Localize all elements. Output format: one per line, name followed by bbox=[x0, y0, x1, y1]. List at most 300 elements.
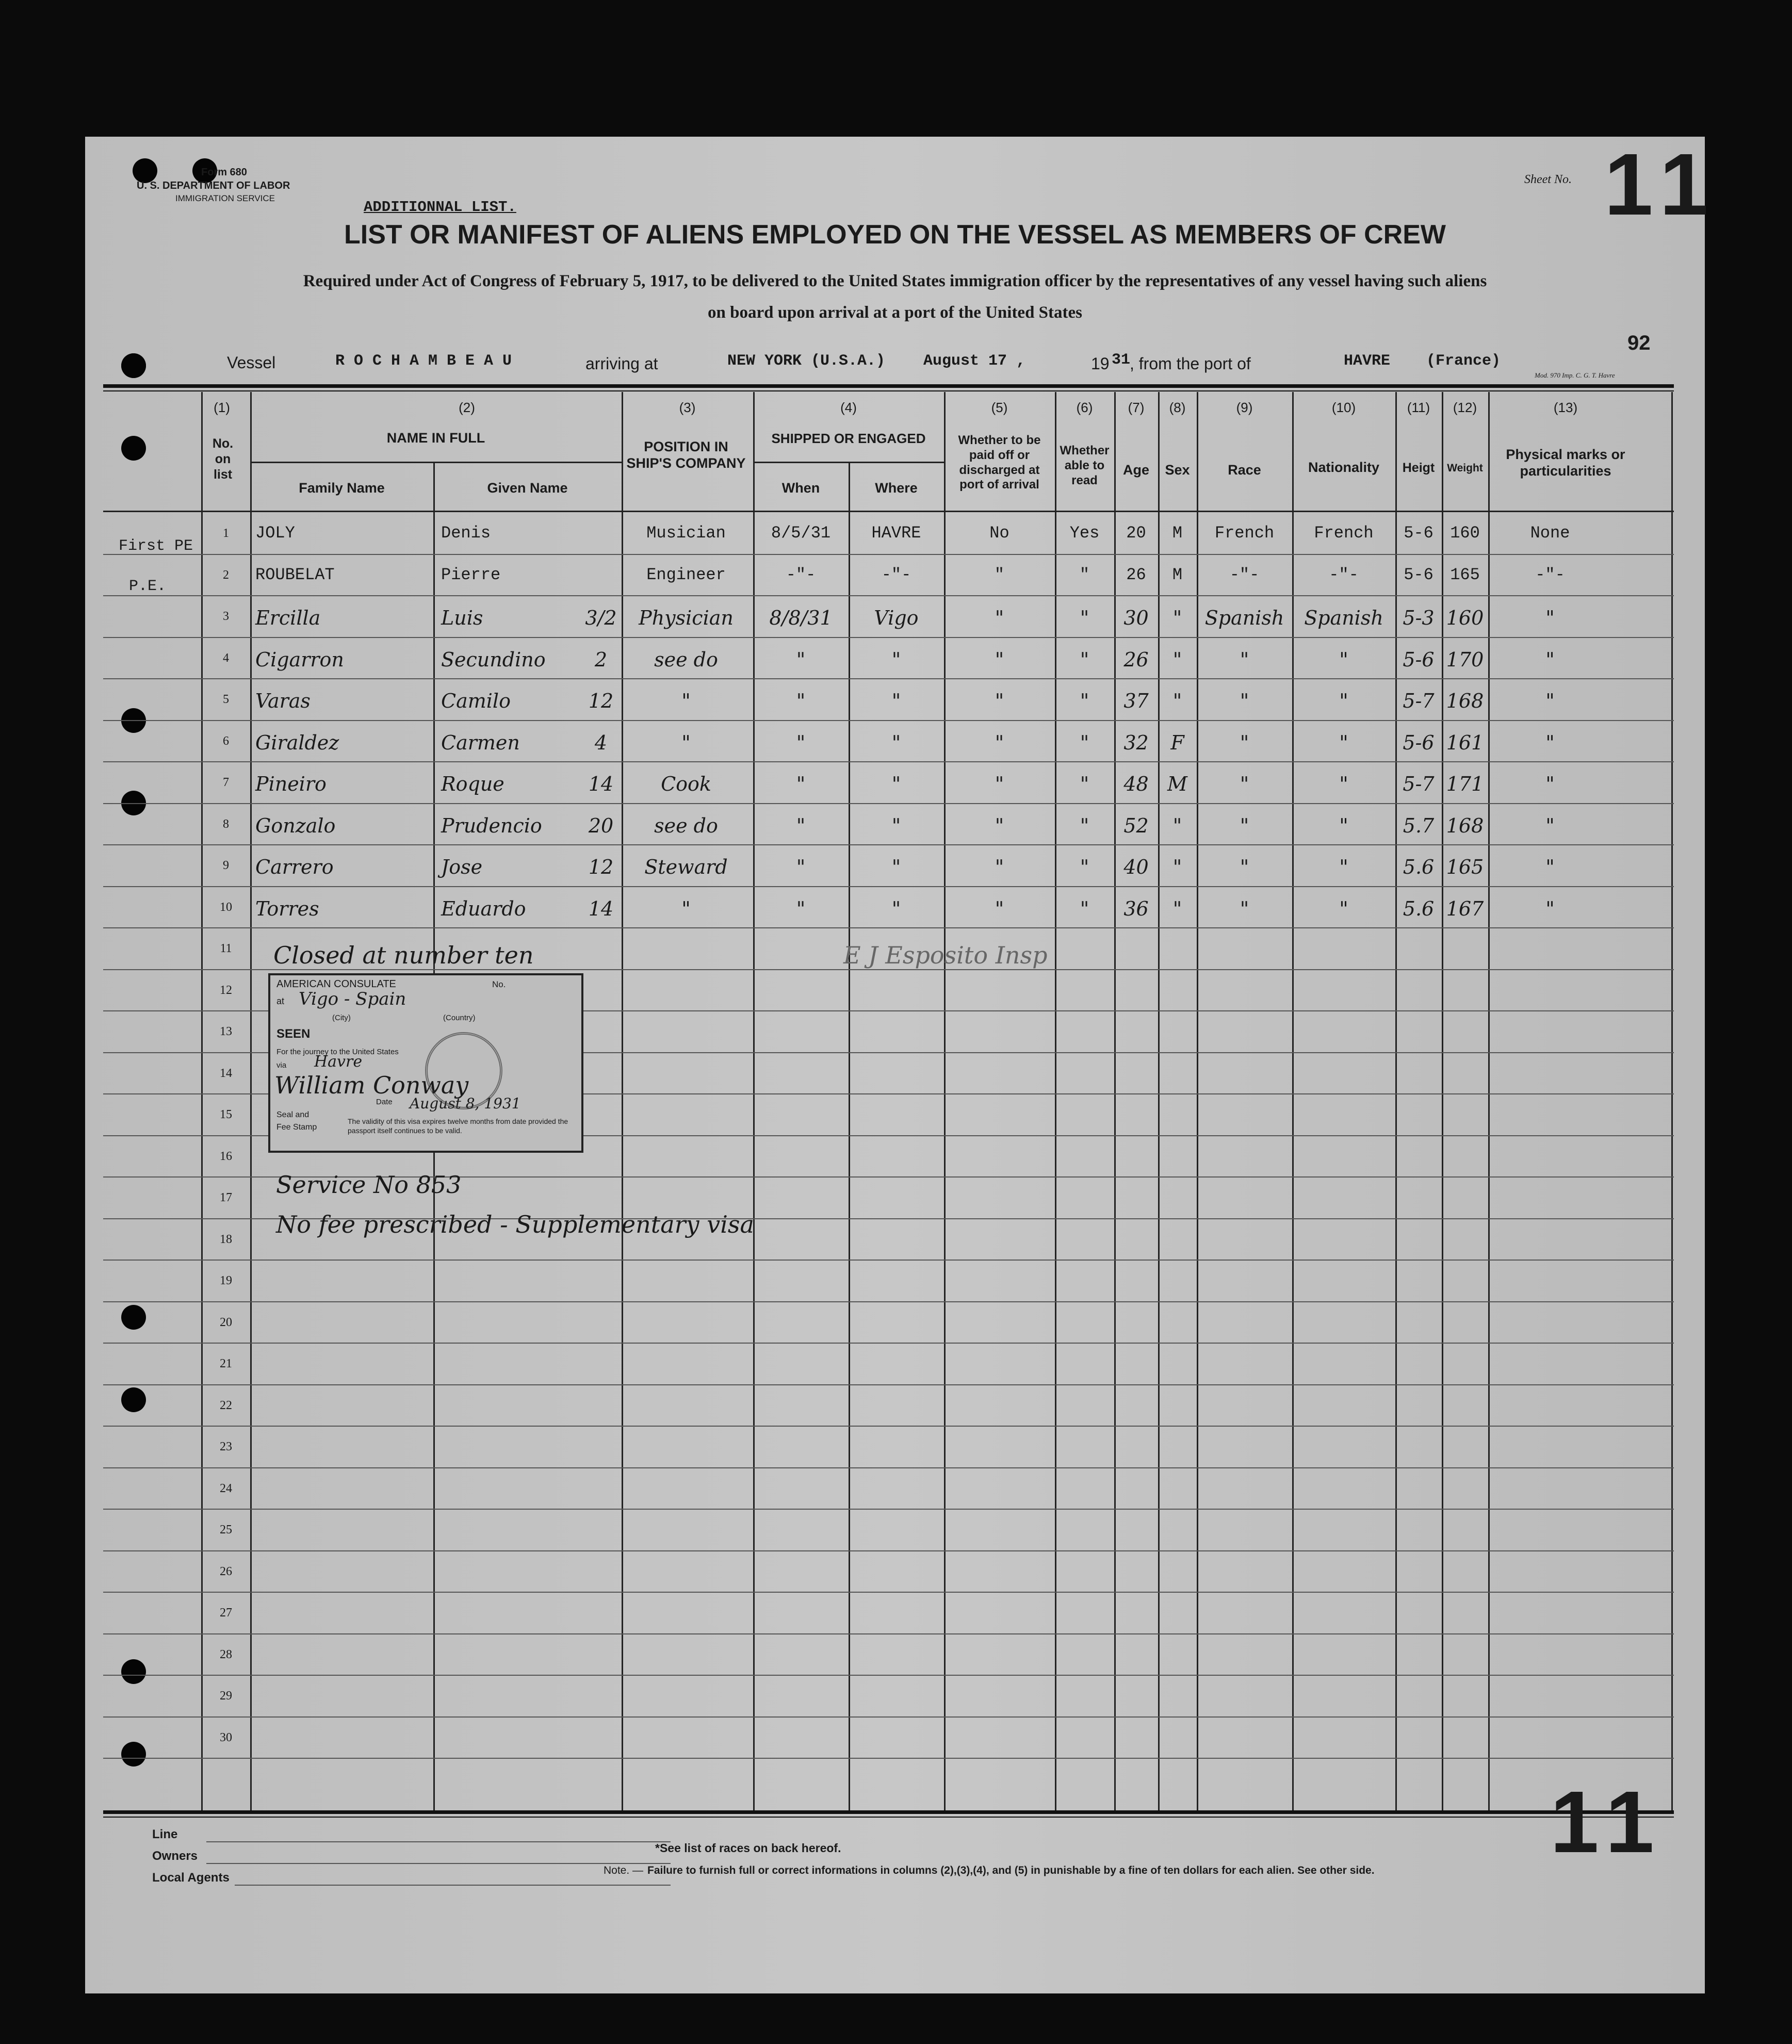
stamp-date-label: Date bbox=[376, 1098, 393, 1106]
cell-when: " bbox=[796, 773, 806, 795]
cell-height: 5.6 bbox=[1403, 856, 1435, 878]
cell-read: Yes bbox=[1069, 524, 1100, 543]
header-height: Heigt bbox=[1402, 461, 1435, 475]
col-number-11: (11) bbox=[1407, 400, 1430, 415]
stamp-seal-label: Seal and bbox=[276, 1110, 309, 1119]
row-rule bbox=[103, 1550, 1674, 1551]
no-fee-note: No fee prescribed - Supplementary visa bbox=[276, 1211, 754, 1238]
row-number: 5 bbox=[223, 693, 229, 706]
cell-weight: 160 bbox=[1450, 524, 1480, 543]
punch-hole bbox=[121, 1659, 146, 1684]
row-rule bbox=[103, 844, 1674, 845]
cell-when: " bbox=[796, 897, 806, 920]
cell-code: 14 bbox=[588, 897, 614, 920]
stamp-heading: AMERICAN CONSULATE bbox=[276, 978, 396, 990]
row-rule bbox=[103, 678, 1674, 679]
cell-read: " bbox=[1080, 814, 1089, 837]
row-number: 2 bbox=[223, 568, 229, 582]
cell-sex: " bbox=[1172, 814, 1182, 837]
col-number-5: (5) bbox=[991, 400, 1008, 415]
col-number-10: (10) bbox=[1331, 400, 1356, 415]
col-number-7: (7) bbox=[1128, 400, 1145, 415]
cell-paid: " bbox=[995, 814, 1004, 837]
arrival-port: NEW YORK (U.S.A.) bbox=[727, 352, 886, 370]
col-number-9: (9) bbox=[1236, 400, 1253, 415]
cell-nationality: Spanish bbox=[1304, 607, 1383, 629]
cell-marks: " bbox=[1545, 897, 1555, 920]
column-divider bbox=[1114, 392, 1116, 1810]
cell-age: 20 bbox=[1126, 524, 1146, 543]
cell-sex: M bbox=[1172, 524, 1183, 543]
cell-marks: " bbox=[1545, 607, 1555, 629]
cell-when: 8/8/31 bbox=[769, 607, 833, 629]
row-rule bbox=[103, 1384, 1674, 1385]
cell-given: Secundino bbox=[441, 648, 546, 671]
cell-marks: " bbox=[1545, 648, 1555, 671]
cell-position: " bbox=[681, 731, 691, 754]
header-family-name: Family Name bbox=[299, 480, 385, 496]
row-number: 21 bbox=[220, 1357, 232, 1370]
cell-paid: " bbox=[995, 856, 1004, 878]
row-number: 19 bbox=[220, 1274, 232, 1287]
cell-given: Pierre bbox=[441, 565, 501, 584]
col-number-12: (12) bbox=[1453, 400, 1477, 415]
header-able-to-read: Whether able to read bbox=[1060, 444, 1110, 487]
row-number: 27 bbox=[220, 1606, 232, 1620]
row-rule bbox=[103, 886, 1674, 887]
vessel-name: R O C H A M B E A U bbox=[335, 352, 512, 370]
footer-owners-rule bbox=[206, 1863, 671, 1864]
cell-race: Spanish bbox=[1204, 607, 1284, 629]
inspector-signature: E J Esposito Insp bbox=[843, 941, 1048, 969]
header-sex: Sex bbox=[1165, 462, 1190, 478]
cell-where: Vigo bbox=[874, 607, 919, 629]
arriving-label: arriving at bbox=[585, 354, 658, 373]
row-number: 7 bbox=[223, 776, 229, 789]
cell-given: Denis bbox=[441, 524, 491, 543]
cell-age: 40 bbox=[1123, 856, 1149, 878]
header-paid-off: Whether to be paid off or discharged at port of arrival bbox=[958, 433, 1041, 492]
column-divider bbox=[1158, 392, 1160, 1810]
cell-family: Giraldez bbox=[255, 731, 339, 754]
cell-sex: " bbox=[1172, 607, 1182, 629]
cell-paid: " bbox=[995, 690, 1004, 712]
stamp-no-label: No. bbox=[492, 979, 506, 989]
cell-weight: 170 bbox=[1446, 648, 1484, 671]
row-number: 30 bbox=[220, 1730, 232, 1744]
cell-nationality: " bbox=[1339, 773, 1348, 795]
cell-nationality: " bbox=[1339, 856, 1348, 878]
col-number-1: (1) bbox=[214, 400, 230, 415]
header-bottom-rule bbox=[103, 511, 1674, 512]
cell-code: 14 bbox=[588, 773, 614, 795]
cell-position: Physician bbox=[639, 607, 734, 629]
cell-race: " bbox=[1240, 856, 1249, 878]
cell-family: Gonzalo bbox=[255, 814, 336, 837]
column-divider bbox=[1488, 392, 1490, 1810]
header-race: Race bbox=[1228, 462, 1261, 478]
header-position: POSITION IN SHIP'S COMPANY bbox=[626, 439, 746, 471]
footer-note-label: Note. — bbox=[604, 1865, 644, 1876]
cell-family: JOLY bbox=[255, 524, 295, 543]
header-nationality: Nationality bbox=[1308, 460, 1380, 475]
cell-when: " bbox=[796, 731, 806, 754]
footer-owners-label: Owners bbox=[152, 1849, 198, 1863]
printer-mark: Mod. 970 Imp. C. G. T. Havre bbox=[1535, 371, 1615, 379]
cell-given: Prudencio bbox=[441, 814, 542, 837]
row-number: 6 bbox=[223, 734, 229, 748]
cell-marks: -"- bbox=[1535, 565, 1565, 584]
row-rule bbox=[103, 1301, 1674, 1302]
footer-rule-thin bbox=[103, 1817, 1674, 1818]
cell-paid: " bbox=[995, 773, 1004, 795]
row-number: 28 bbox=[220, 1647, 232, 1661]
row-number: 15 bbox=[220, 1108, 232, 1121]
service-name: IMMIGRATION SERVICE bbox=[175, 193, 275, 203]
row-number: 17 bbox=[220, 1191, 232, 1204]
cell-family: ROUBELAT bbox=[255, 565, 335, 584]
row-number: 10 bbox=[220, 900, 232, 914]
punch-hole bbox=[121, 353, 146, 378]
header-age: Age bbox=[1122, 462, 1149, 478]
row-rule bbox=[103, 1716, 1674, 1718]
cell-family: Cigarron bbox=[255, 648, 344, 671]
cell-given: Jose bbox=[441, 856, 483, 878]
col-number-2: (2) bbox=[459, 400, 475, 415]
cell-read: " bbox=[1080, 773, 1089, 795]
cell-code: 3/2 bbox=[585, 607, 617, 629]
additional-list-label: ADDITIONNAL LIST. bbox=[364, 199, 516, 216]
row-rule bbox=[103, 720, 1674, 721]
cell-marks: " bbox=[1545, 773, 1555, 795]
row-number: 4 bbox=[223, 651, 229, 665]
cell-age: 36 bbox=[1123, 897, 1149, 920]
column-divider bbox=[1395, 392, 1397, 1810]
cell-sex: M bbox=[1172, 565, 1183, 584]
manifest-sheet bbox=[85, 136, 1720, 1993]
header-shipped-or-engaged: SHIPPED OR ENGAGED bbox=[771, 431, 926, 446]
margin-note-first: First PE bbox=[119, 537, 193, 555]
header-where: Where bbox=[875, 480, 918, 496]
cell-age: 32 bbox=[1123, 731, 1149, 754]
footer-line-rule bbox=[206, 1841, 671, 1842]
form-subtitle-2: on board upon arrival at a port of the United States bbox=[707, 303, 1083, 322]
row-number: 3 bbox=[223, 610, 229, 623]
cell-position: Steward bbox=[644, 856, 728, 878]
consular-seal bbox=[425, 1032, 502, 1109]
cell-weight: 167 bbox=[1446, 897, 1484, 920]
header-rule bbox=[103, 384, 1674, 388]
column-divider bbox=[622, 392, 623, 1810]
footer-races-note: *See list of races on back hereof. bbox=[655, 1841, 841, 1855]
cell-height: 5.6 bbox=[1403, 897, 1435, 920]
stamp-validity-text: The validity of this visa expires twelve months from date provided the passport itself continues to be valid. bbox=[348, 1117, 568, 1135]
header-physical-marks: Physical marks or particularities bbox=[1506, 447, 1625, 479]
margin-note-pe: P.E. bbox=[129, 578, 167, 595]
cell-given: Camilo bbox=[441, 690, 511, 712]
cell-code: 20 bbox=[588, 814, 614, 837]
form-subtitle: Required under Act of Congress of February 5, 1917, to be delivered to the United States immigration officer by the representatives of any vessel having such aliens bbox=[303, 272, 1487, 290]
row-rule bbox=[103, 1758, 1674, 1759]
cell-age: 48 bbox=[1123, 773, 1149, 795]
stamp-date-value: August 8, 1931 bbox=[410, 1095, 521, 1112]
cell-code: 2 bbox=[594, 648, 608, 671]
cell-weight: 168 bbox=[1446, 814, 1484, 837]
cell-sex: " bbox=[1172, 648, 1182, 671]
cell-height: 5-3 bbox=[1403, 607, 1435, 629]
stamp-seen: SEEN bbox=[276, 1027, 311, 1041]
cell-when: 8/5/31 bbox=[771, 524, 831, 543]
page-number: 92 bbox=[1627, 332, 1651, 354]
name-header-divider bbox=[250, 462, 622, 463]
stamp-via-value: Havre bbox=[314, 1053, 363, 1071]
vessel-label: Vessel bbox=[227, 353, 276, 372]
cell-marks: " bbox=[1545, 731, 1555, 754]
punch-hole bbox=[121, 436, 146, 461]
header-name-in-full: NAME IN FULL bbox=[386, 430, 485, 446]
column-divider bbox=[753, 392, 755, 1810]
cell-where: HAVRE bbox=[871, 524, 921, 543]
cell-nationality: " bbox=[1339, 648, 1348, 671]
cell-given: Roque bbox=[441, 773, 504, 795]
stamp-city-label: (City) bbox=[332, 1013, 351, 1022]
row-number: 13 bbox=[220, 1025, 232, 1038]
cell-height: 5.7 bbox=[1403, 814, 1435, 837]
row-rule bbox=[103, 554, 1674, 555]
header-rule-thin bbox=[103, 390, 1674, 391]
cell-race: French bbox=[1214, 524, 1275, 543]
header-weight: Weight bbox=[1447, 462, 1483, 474]
cell-sex: " bbox=[1172, 690, 1182, 712]
punch-hole bbox=[121, 1305, 146, 1330]
row-rule bbox=[103, 1260, 1674, 1261]
footer-note-text: Failure to furnish full or correct informations in columns (2),(3),(4), and (5) in punishable by a fine of ten dollars for each alien. See other side. bbox=[647, 1865, 1375, 1876]
cell-read: " bbox=[1080, 648, 1089, 671]
cell-where: " bbox=[891, 648, 901, 671]
column-divider bbox=[250, 392, 252, 1810]
shipped-header-divider bbox=[753, 462, 944, 463]
cell-paid: " bbox=[994, 565, 1005, 584]
row-number: 29 bbox=[220, 1689, 232, 1703]
cell-sex: M bbox=[1167, 773, 1187, 795]
cell-weight: 165 bbox=[1450, 565, 1480, 584]
column-divider bbox=[201, 392, 203, 1810]
cell-race: " bbox=[1240, 648, 1249, 671]
cell-height: 5-6 bbox=[1404, 524, 1433, 543]
row-rule bbox=[103, 1343, 1674, 1344]
row-rule bbox=[103, 595, 1674, 596]
cell-family: Ercilla bbox=[255, 607, 321, 629]
column-divider bbox=[1442, 392, 1443, 1810]
cell-height: 5-7 bbox=[1403, 773, 1435, 795]
row-rule bbox=[103, 1633, 1674, 1634]
column-divider bbox=[1197, 392, 1198, 1810]
cell-read: " bbox=[1080, 897, 1089, 920]
row-number: 23 bbox=[220, 1440, 232, 1453]
cell-family: Varas bbox=[255, 690, 311, 712]
cell-sex: " bbox=[1172, 856, 1182, 878]
header-no-on-list: No. on list bbox=[212, 436, 234, 482]
cell-where: -"- bbox=[881, 565, 911, 584]
row-number: 11 bbox=[220, 942, 232, 955]
cell-marks: " bbox=[1545, 690, 1555, 712]
row-rule bbox=[103, 927, 1674, 928]
departure-port: HAVRE bbox=[1344, 352, 1391, 370]
punch-hole bbox=[133, 158, 157, 183]
cell-given: Carmen bbox=[441, 731, 520, 754]
service-number-note: Service No 853 bbox=[276, 1171, 462, 1199]
cell-marks: " bbox=[1545, 814, 1555, 837]
cell-paid: " bbox=[995, 897, 1004, 920]
stamp-at-label: at bbox=[276, 996, 285, 1006]
cell-where: " bbox=[891, 731, 901, 754]
column-divider bbox=[1292, 392, 1294, 1810]
cell-weight: 165 bbox=[1446, 856, 1484, 878]
cell-when: " bbox=[796, 690, 806, 712]
cell-nationality: " bbox=[1339, 690, 1348, 712]
cell-family: Pineiro bbox=[255, 773, 327, 795]
column-divider bbox=[1055, 392, 1056, 1810]
row-rule bbox=[103, 1592, 1674, 1593]
cell-weight: 161 bbox=[1446, 731, 1484, 754]
footer-line-label: Line bbox=[152, 1827, 178, 1841]
cell-age: 37 bbox=[1123, 690, 1149, 712]
cell-race: " bbox=[1240, 731, 1249, 754]
row-number: 16 bbox=[220, 1149, 232, 1163]
cell-paid: " bbox=[995, 607, 1004, 629]
cell-age: 52 bbox=[1123, 814, 1149, 837]
row-number: 26 bbox=[220, 1564, 232, 1578]
cell-code: 4 bbox=[594, 731, 608, 754]
column-divider bbox=[944, 392, 946, 1810]
cell-height: 5-6 bbox=[1403, 648, 1435, 671]
col-number-6: (6) bbox=[1076, 400, 1093, 415]
cell-paid: " bbox=[995, 731, 1004, 754]
cell-position: " bbox=[681, 897, 691, 920]
row-number: 22 bbox=[220, 1398, 232, 1412]
cell-height: 5-6 bbox=[1403, 731, 1435, 754]
cell-given: Eduardo bbox=[441, 897, 526, 920]
cell-nationality: " bbox=[1339, 814, 1348, 837]
cell-race: " bbox=[1240, 773, 1249, 795]
footer-rule bbox=[103, 1810, 1674, 1814]
col-number-13: (13) bbox=[1553, 400, 1578, 415]
row-number: 12 bbox=[220, 983, 232, 997]
row-number: 9 bbox=[223, 859, 229, 872]
cell-sex: " bbox=[1172, 897, 1182, 920]
form-number: Form 680 bbox=[201, 167, 247, 178]
header-when: When bbox=[781, 480, 820, 496]
cell-read: " bbox=[1080, 690, 1089, 712]
cell-where: " bbox=[891, 856, 901, 878]
cell-when: " bbox=[796, 856, 806, 878]
year-suffix: 31 bbox=[1112, 351, 1131, 369]
cell-height: 5-7 bbox=[1403, 690, 1435, 712]
cell-family: Carrero bbox=[255, 856, 334, 878]
cell-where: " bbox=[891, 814, 901, 837]
cell-paid: No bbox=[989, 524, 1009, 543]
punch-hole bbox=[121, 1742, 146, 1767]
cell-height: 5-6 bbox=[1404, 565, 1433, 584]
cell-read: " bbox=[1080, 731, 1089, 754]
col-number-3: (3) bbox=[679, 400, 696, 415]
cell-race: " bbox=[1240, 690, 1249, 712]
cell-sex: F bbox=[1170, 731, 1184, 754]
row-number: 18 bbox=[220, 1232, 232, 1246]
row-rule bbox=[103, 1675, 1674, 1676]
cell-race: " bbox=[1240, 814, 1249, 837]
cell-where: " bbox=[891, 897, 901, 920]
cell-when: -"- bbox=[786, 565, 816, 584]
department-name: U. S. DEPARTMENT OF LABOR bbox=[137, 180, 290, 191]
consulate-stamp bbox=[268, 973, 583, 1153]
row-rule bbox=[103, 1426, 1674, 1427]
cell-age: 30 bbox=[1123, 607, 1149, 629]
col-number-8: (8) bbox=[1169, 400, 1186, 415]
cell-position: Cook bbox=[661, 773, 711, 795]
stamp-signature: William Conway bbox=[274, 1071, 469, 1099]
footer-agents-rule bbox=[235, 1885, 671, 1886]
row-rule bbox=[103, 1467, 1674, 1468]
cell-family: Torres bbox=[255, 897, 319, 920]
cell-nationality: " bbox=[1339, 731, 1348, 754]
cell-position: see do bbox=[654, 648, 718, 671]
cell-when: " bbox=[796, 814, 806, 837]
row-rule bbox=[103, 637, 1674, 638]
departure-country: (France) bbox=[1426, 352, 1501, 370]
stamp-fee-label: Fee Stamp bbox=[276, 1123, 317, 1132]
row-rule bbox=[103, 1509, 1674, 1510]
form-title: LIST OR MANIFEST OF ALIENS EMPLOYED ON THE VESSEL AS MEMBERS OF CREW bbox=[344, 220, 1446, 250]
row-number: 24 bbox=[220, 1481, 232, 1495]
cell-age: 26 bbox=[1123, 648, 1149, 671]
closed-note: Closed at number ten bbox=[273, 941, 534, 969]
row-number: 20 bbox=[220, 1315, 232, 1329]
cell-weight: 168 bbox=[1446, 690, 1484, 712]
cell-code: 12 bbox=[588, 690, 614, 712]
footer-local-agents-label: Local Agents bbox=[152, 1871, 230, 1885]
cell-race: " bbox=[1240, 897, 1249, 920]
cell-code: 12 bbox=[588, 856, 614, 878]
cell-race: -"- bbox=[1229, 565, 1260, 584]
punch-hole bbox=[121, 1387, 146, 1412]
cell-position: Engineer bbox=[646, 565, 726, 584]
stamp-journey-label: For the journey to the United States bbox=[276, 1048, 399, 1056]
cell-weight: 160 bbox=[1446, 607, 1484, 629]
cell-position: " bbox=[681, 690, 691, 712]
stamp-via-label: via bbox=[276, 1061, 287, 1070]
stamp-country-label: (Country) bbox=[443, 1013, 476, 1022]
cell-read: " bbox=[1079, 565, 1090, 584]
arrival-date: August 17 , bbox=[923, 352, 1026, 370]
cell-marks: None bbox=[1530, 524, 1570, 543]
cell-when: " bbox=[796, 648, 806, 671]
year-prefix: 19 bbox=[1091, 354, 1110, 373]
cell-where: " bbox=[891, 690, 901, 712]
row-number: 8 bbox=[223, 817, 229, 831]
row-number: 25 bbox=[220, 1523, 232, 1536]
sheet-label: Sheet No. bbox=[1524, 173, 1572, 186]
sheet-number: 11 bbox=[1604, 136, 1720, 234]
col-number-4: (4) bbox=[840, 400, 857, 415]
cell-nationality: -"- bbox=[1329, 565, 1359, 584]
cell-position: see do bbox=[654, 814, 718, 837]
cell-read: " bbox=[1080, 607, 1089, 629]
stamp-city-value: Vigo - Spain bbox=[299, 989, 406, 1009]
cell-weight: 171 bbox=[1446, 773, 1484, 795]
from-port-label: , from the port of bbox=[1130, 354, 1251, 373]
cell-age: 26 bbox=[1126, 565, 1146, 584]
